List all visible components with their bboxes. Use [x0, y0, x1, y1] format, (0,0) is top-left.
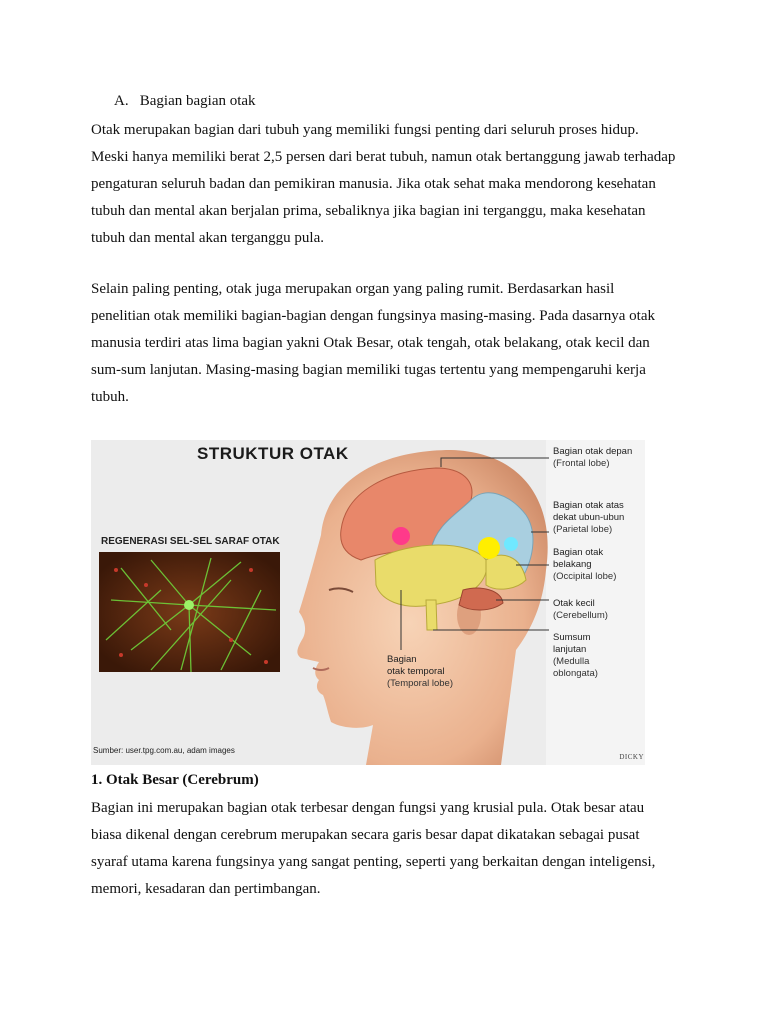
paragraph-line: syaraf utama karena fungsinya yang sangat penting, seperti yang berkaitan dengan inteligensi,: [91, 854, 656, 870]
regeneration-title: REGENERASI SEL-SEL SARAF OTAK: [101, 536, 280, 547]
paragraph-line: tubuh.: [91, 389, 129, 405]
label-occipital-lobe: [553, 547, 616, 583]
paragraph-line: Bagian ini merupakan bagian otak terbesar dengan fungsi yang krusial pula. Otak besar atau: [91, 800, 645, 816]
brain-structure-figure: [91, 440, 645, 765]
paragraph-parts: [91, 276, 691, 411]
label-line: belakang: [553, 559, 592, 570]
label-temporal-lobe: [387, 654, 453, 690]
label-line: Bagian otak atas: [553, 500, 624, 511]
figure-title: STRUKTUR OTAK: [197, 444, 349, 463]
label-line: Bagian otak: [553, 547, 604, 558]
paragraph-intro: [91, 117, 691, 252]
label-parietal-lobe: [553, 500, 624, 536]
label-line: (Cerebellum): [553, 610, 608, 621]
paragraph-line: manusia terdiri atas lima bagian yakni Otak Besar, otak tengah, otak belakang, otak kecil dan: [91, 335, 650, 351]
paragraph-cerebrum: [91, 795, 691, 903]
label-line: Bagian: [387, 654, 417, 665]
paragraph-line: pengaturan seluruh badan dan pemikiran manusia. Jika otak sehat maka mendorong kesehatan: [91, 176, 656, 192]
label-cerebellum: [553, 598, 608, 622]
paragraph-line: sum-sum lanjutan. Masing-masing bagian memiliki tugas tertentu yang mempengaruhi kerja: [91, 362, 646, 378]
paragraph-line: Selain paling penting, otak juga merupakan organ yang paling rumit. Berdasarkan hasil: [91, 281, 615, 297]
label-line: (Parietal lobe): [553, 524, 613, 535]
label-line: Bagian otak depan: [553, 446, 633, 457]
label-line: (Temporal lobe): [387, 678, 453, 689]
label-line: lanjutan: [553, 644, 587, 655]
paragraph-line: Otak merupakan bagian dari tubuh yang memiliki fungsi penting dari seluruh proses hidup.: [91, 122, 639, 138]
label-line: Otak kecil: [553, 598, 595, 609]
label-line: dekat ubun-ubun: [553, 512, 625, 523]
paragraph-line: memori, kesadaran dan pertimbangan.: [91, 881, 321, 897]
figure-source: Sumber: user.tpg.com.au, adam images: [93, 746, 235, 755]
label-line: (Frontal lobe): [553, 458, 610, 469]
section-a-title: Bagian bagian otak: [139, 93, 256, 109]
section-cerebrum-title: 1. Otak Besar (Cerebrum): [91, 772, 259, 788]
label-line: (Medulla: [553, 656, 590, 667]
label-line: oblongata): [553, 668, 598, 679]
section-a-heading: [114, 91, 256, 111]
label-medulla-oblongata: [553, 632, 598, 680]
label-line: otak temporal: [387, 666, 445, 677]
paragraph-line: tubuh dan mental akan terganggu pula.: [91, 230, 324, 246]
paragraph-line: tubuh dan mental akan berjalan prima, sebaliknya jika bagian ini terganggu, maka kesehatan: [91, 203, 646, 219]
label-line: (Occipital lobe): [553, 571, 617, 582]
section-a-number: A.: [114, 93, 129, 109]
medulla-oblongata: [426, 600, 437, 630]
label-line: Sumsum: [553, 632, 591, 643]
paragraph-line: biasa dikenal dengan cerebrum merupakan secara garis besar dapat dikatakan sebagai pusat: [91, 827, 640, 843]
label-frontal-lobe: [553, 446, 632, 470]
figure-credit: DICKY: [619, 753, 644, 761]
paragraph-line: Meski hanya memiliki berat 2,5 persen dari berat tubuh, namun otak bertanggung jawab terhadap: [91, 149, 676, 165]
paragraph-line: penelitian otak memiliki bagian-bagian dengan fungsinya masing-masing. Pada dasarnya otak: [91, 308, 656, 324]
